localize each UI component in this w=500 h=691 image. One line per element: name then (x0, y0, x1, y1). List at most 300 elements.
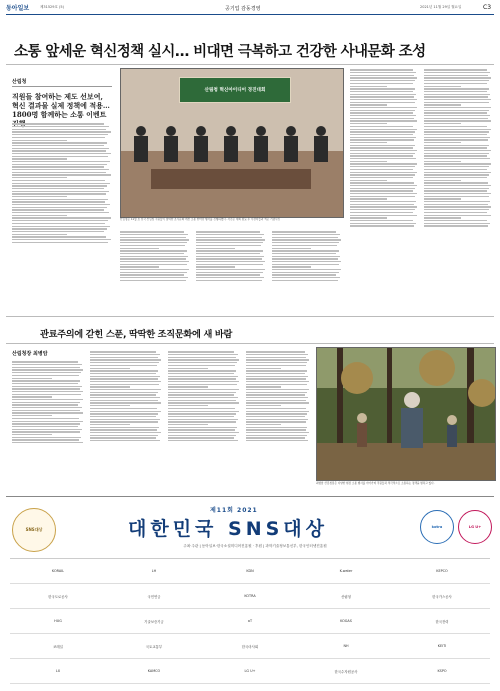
text-line (272, 269, 341, 270)
kotra-logo: kotra (420, 510, 454, 544)
text-line (424, 150, 491, 151)
text-line (12, 217, 111, 218)
text-line (12, 369, 83, 370)
text-line (120, 239, 189, 240)
text-line (246, 402, 309, 403)
text-line (350, 193, 417, 194)
photo-banner: 산림청 혁신아이디어 경진대회 (179, 77, 291, 103)
text-line (350, 145, 415, 146)
text-line (246, 384, 307, 385)
section-divider (6, 316, 494, 317)
text-line (12, 166, 104, 167)
text-line (350, 198, 387, 199)
text-line (424, 126, 487, 127)
text-line (12, 145, 104, 146)
text-line (168, 392, 236, 393)
text-line (196, 264, 263, 265)
text-line (12, 131, 111, 132)
text-line (424, 204, 488, 205)
text-line (90, 389, 161, 390)
sponsor-logo: K-water (298, 559, 394, 584)
text-line (90, 440, 160, 441)
text-line (350, 110, 415, 111)
text-line (12, 129, 106, 130)
text-line (272, 272, 339, 273)
text-line (424, 129, 491, 130)
text-line (350, 185, 417, 186)
text-line (350, 83, 413, 84)
ad-organizer: 주최·주관 | 동아일보·한국소셜미디어진흥원 · 후원 | 과학기술정보통신부, 한국인터넷진흥원 (183, 544, 327, 548)
text-line (120, 250, 187, 251)
text-line (12, 418, 79, 419)
sponsor-logo: HUG (10, 609, 106, 634)
text-line (350, 196, 415, 197)
text-line (246, 419, 308, 420)
text-line (350, 129, 417, 130)
text-line (12, 126, 109, 127)
text-line (90, 435, 158, 436)
text-line (424, 139, 488, 140)
article2-kicker: 산림청장 최병암 (12, 351, 48, 357)
text-line (424, 193, 491, 194)
text-line (12, 429, 82, 430)
text-line (246, 368, 281, 369)
text-line (12, 209, 104, 210)
text-line (350, 131, 415, 132)
article1-subhead: 직원들 참여하는 제도 선보여, 혁신 결과물 실제 정책에 적용… 1800명 함께하는 소통 이벤트 (12, 92, 110, 119)
text-line (350, 212, 413, 213)
text-line (90, 400, 158, 401)
text-line (350, 147, 413, 148)
text-line (168, 389, 239, 390)
text-line (424, 145, 489, 146)
text-line (90, 357, 158, 358)
text-line (246, 394, 305, 395)
text-line (246, 413, 307, 414)
text-line (90, 432, 161, 433)
text-line (168, 405, 208, 406)
text-line (120, 245, 185, 246)
text-line (350, 107, 417, 108)
text-line (12, 431, 80, 432)
text-line (90, 408, 157, 409)
text-line (12, 239, 111, 240)
text-line (168, 357, 236, 358)
text-line (196, 231, 260, 232)
text-line (246, 354, 308, 355)
sponsor-logo: LH (106, 559, 202, 584)
sponsor-logo: KOGAS (298, 609, 394, 634)
article2-col2-body (90, 350, 162, 490)
text-line (424, 182, 488, 183)
text-line (350, 86, 387, 87)
text-line (424, 147, 487, 148)
text-line (120, 258, 186, 259)
text-line (424, 217, 461, 218)
text-line (350, 115, 416, 116)
text-line (120, 248, 159, 249)
text-line (196, 258, 262, 259)
text-line (12, 204, 110, 205)
text-line (350, 215, 417, 216)
text-line (246, 400, 306, 401)
text-line (168, 373, 234, 374)
text-line (12, 193, 106, 194)
text-line (90, 386, 130, 387)
text-line (12, 364, 82, 365)
text-line (168, 384, 237, 385)
sponsor-logo: 한국마사회 (202, 634, 298, 659)
sponsor-logo: 국토교통부 (106, 634, 202, 659)
text-line (246, 435, 307, 436)
text-line (12, 423, 80, 424)
text-line (12, 388, 80, 389)
text-line (12, 158, 67, 159)
text-line (90, 411, 161, 412)
text-line (350, 150, 417, 151)
text-line (168, 368, 208, 369)
text-line (90, 413, 158, 414)
text-line (246, 365, 306, 366)
text-line (424, 102, 489, 103)
forest-photo-caption: 최병암 산림청장은 다양한 현장 소통 행사를 이어가며 직원들과 적극적으로 소통하는 정책을 펼치고 있다. (316, 482, 435, 485)
text-line (350, 204, 414, 205)
text-line (12, 177, 67, 178)
article2-quote: 관료주의에 갇힌 스푼, 딱딱한 조직문화에 새 바람 (40, 329, 233, 340)
text-line (424, 188, 489, 189)
text-line (246, 359, 309, 360)
text-line (424, 142, 461, 143)
text-line (12, 437, 81, 438)
photo-people (129, 121, 335, 175)
article1-col2-body (120, 230, 190, 310)
text-line (168, 429, 235, 430)
text-line (12, 169, 109, 170)
text-line (168, 416, 234, 417)
sponsor-logo: 한국수자원공사 (298, 659, 394, 684)
text-line (168, 440, 238, 441)
text-line (12, 123, 104, 124)
text-line (168, 411, 239, 412)
page-number: C3 (483, 4, 492, 11)
text-line (196, 261, 265, 262)
text-line (12, 361, 78, 362)
forest-photo (316, 347, 496, 481)
text-line (12, 439, 79, 440)
masthead: 동아일보 (6, 5, 30, 12)
text-line (424, 174, 489, 175)
text-line (272, 245, 337, 246)
sponsor-logo: LG U+ (202, 659, 298, 684)
text-line (272, 280, 338, 281)
text-line (246, 432, 309, 433)
text-line (90, 351, 156, 352)
text-line (272, 237, 338, 238)
text-line (12, 380, 80, 381)
sponsor-logo: KDN (202, 559, 298, 584)
text-line (350, 134, 413, 135)
text-line (12, 207, 107, 208)
text-line (90, 427, 159, 428)
text-line (246, 351, 305, 352)
text-line (12, 220, 108, 221)
text-line (424, 198, 461, 199)
text-line (12, 137, 105, 138)
text-line (424, 123, 461, 124)
article1-kicker: 산림청 (12, 79, 27, 85)
article2-col1-body (12, 360, 84, 490)
text-line (350, 223, 416, 224)
article1-col1-body (12, 122, 112, 310)
text-line (120, 237, 186, 238)
text-line (350, 142, 387, 143)
text-line (12, 415, 52, 416)
text-line (12, 434, 52, 435)
text-line (424, 223, 490, 224)
text-line (90, 376, 160, 377)
text-line (272, 274, 336, 275)
text-line (196, 253, 260, 254)
text-line (424, 118, 488, 119)
text-line (272, 264, 339, 265)
text-line (90, 437, 156, 438)
text-line (12, 142, 107, 143)
text-line (168, 424, 208, 425)
text-line (168, 370, 236, 371)
text-line (120, 261, 189, 262)
text-line (246, 370, 307, 371)
text-line (350, 188, 415, 189)
text-line (272, 261, 341, 262)
text-line (424, 69, 487, 70)
text-line (90, 421, 158, 422)
text-line (246, 421, 306, 422)
text-line (120, 242, 187, 243)
text-line (350, 99, 417, 100)
text-line (424, 166, 489, 167)
text-line (246, 411, 309, 412)
text-line (12, 228, 107, 229)
text-line (424, 155, 487, 156)
text-line (168, 359, 239, 360)
text-line (90, 362, 159, 363)
text-line (12, 150, 106, 151)
text-line (350, 75, 414, 76)
text-line (350, 72, 416, 73)
text-line (90, 416, 156, 417)
text-line (424, 112, 487, 113)
text-line (424, 196, 489, 197)
text-line (168, 427, 237, 428)
text-line (246, 408, 306, 409)
text-line (424, 206, 491, 207)
text-line (12, 201, 105, 202)
text-line (12, 231, 104, 232)
text-line (12, 164, 107, 165)
text-line (90, 384, 159, 385)
text-line (272, 231, 336, 232)
ceremony-photo (120, 68, 344, 218)
text-line (350, 91, 413, 92)
text-line (196, 274, 260, 275)
text-line (424, 137, 490, 138)
text-line (90, 429, 157, 430)
text-line (350, 123, 387, 124)
text-line (350, 180, 387, 181)
text-line (90, 424, 130, 425)
text-line (246, 381, 309, 382)
text-line (246, 362, 307, 363)
text-line (350, 126, 413, 127)
text-line (12, 215, 67, 216)
text-line (12, 242, 108, 243)
text-line (350, 174, 415, 175)
text-line (424, 107, 491, 108)
text-line (350, 169, 413, 170)
text-line (12, 212, 109, 213)
text-line (196, 277, 264, 278)
text-line (168, 435, 236, 436)
text-line (196, 266, 235, 267)
text-line (168, 376, 238, 377)
text-line (168, 386, 208, 387)
text-line (350, 112, 413, 113)
sponsor-logo: 산림청 (298, 584, 394, 609)
text-line (350, 88, 415, 89)
text-line (350, 118, 414, 119)
text-line (168, 365, 235, 366)
ad-divider (6, 496, 494, 497)
text-line (272, 266, 311, 267)
text-line (12, 407, 82, 408)
text-line (120, 234, 188, 235)
text-line (12, 378, 52, 379)
text-line (120, 256, 188, 257)
article1-col6-body (424, 68, 492, 310)
text-line (168, 394, 234, 395)
section-title: 공기업 감동경영 (225, 6, 261, 12)
text-line (246, 416, 305, 417)
sponsor-logo: KORAIL (10, 559, 106, 584)
text-line (424, 161, 461, 162)
text-line (90, 365, 157, 366)
text-line (350, 190, 413, 191)
text-line (424, 99, 491, 100)
text-line (246, 386, 281, 387)
main-headline: 소통 앞세운 혁신정책 실시… 비대면 극복하고 건강한 사내문화 조성 (14, 44, 426, 60)
text-line (424, 215, 491, 216)
text-line (12, 383, 78, 384)
text-line (350, 209, 415, 210)
text-line (246, 357, 306, 358)
text-line (168, 397, 238, 398)
text-line (12, 234, 67, 235)
text-line (424, 115, 490, 116)
text-line (350, 220, 413, 221)
text-line (350, 177, 413, 178)
text-line (12, 402, 80, 403)
sponsor-logo: NH (298, 634, 394, 659)
text-line (12, 412, 83, 413)
text-line (246, 429, 306, 430)
text-line (424, 201, 490, 202)
text-line (90, 394, 156, 395)
text-line (424, 190, 487, 191)
text-line (120, 231, 184, 232)
text-line (196, 272, 263, 273)
text-line (350, 139, 414, 140)
text-line (272, 258, 338, 259)
text-line (424, 120, 491, 121)
text-line (120, 274, 184, 275)
text-line (424, 225, 488, 226)
quote-rule (6, 343, 494, 344)
header-rule (6, 14, 494, 15)
forest-scene-illustration (317, 348, 495, 480)
text-line (12, 140, 67, 141)
text-line (168, 354, 238, 355)
text-line (12, 134, 108, 135)
text-line (196, 250, 263, 251)
text-line (424, 163, 491, 164)
text-line (168, 400, 236, 401)
ceremony-photo-caption: 산림청은 11월 초 전국 산림청 직원들이 참여한 조직문화 개선 소통 한마당 행사를 진행하였다. 사진은 대회 종료 후 수상자들과 찍은 기념사진 (120, 218, 281, 221)
sponsor-logo: 기술보증기금 (106, 609, 202, 634)
text-line (12, 442, 83, 443)
text-line (12, 410, 80, 411)
text-line (12, 236, 106, 237)
text-line (12, 391, 83, 392)
text-line (424, 153, 489, 154)
text-line (90, 392, 158, 393)
text-line (90, 359, 161, 360)
text-line (168, 419, 238, 420)
text-line (424, 110, 489, 111)
article1-col5-body (350, 68, 418, 310)
text-line (90, 419, 160, 420)
text-line (350, 94, 416, 95)
text-line (168, 381, 239, 382)
text-line (424, 177, 487, 178)
text-line (90, 368, 130, 369)
text-line (246, 392, 307, 393)
text-line (350, 166, 415, 167)
text-line (120, 266, 159, 267)
text-line (424, 86, 461, 87)
text-line (12, 196, 67, 197)
text-line (12, 372, 81, 373)
text-line (246, 389, 309, 390)
text-line (350, 153, 415, 154)
text-line (350, 137, 416, 138)
text-line (12, 367, 80, 368)
text-line (424, 96, 488, 97)
kicker-bar (12, 86, 112, 87)
text-line (90, 373, 156, 374)
text-line (168, 437, 234, 438)
text-line (424, 220, 487, 221)
text-line (196, 242, 263, 243)
text-line (350, 172, 417, 173)
text-line (12, 183, 110, 184)
text-line (272, 256, 340, 257)
sponsor-logo-grid (10, 558, 490, 687)
text-line (196, 256, 264, 257)
text-line (12, 399, 83, 400)
text-line (168, 432, 239, 433)
text-line (168, 408, 235, 409)
text-line (12, 188, 104, 189)
